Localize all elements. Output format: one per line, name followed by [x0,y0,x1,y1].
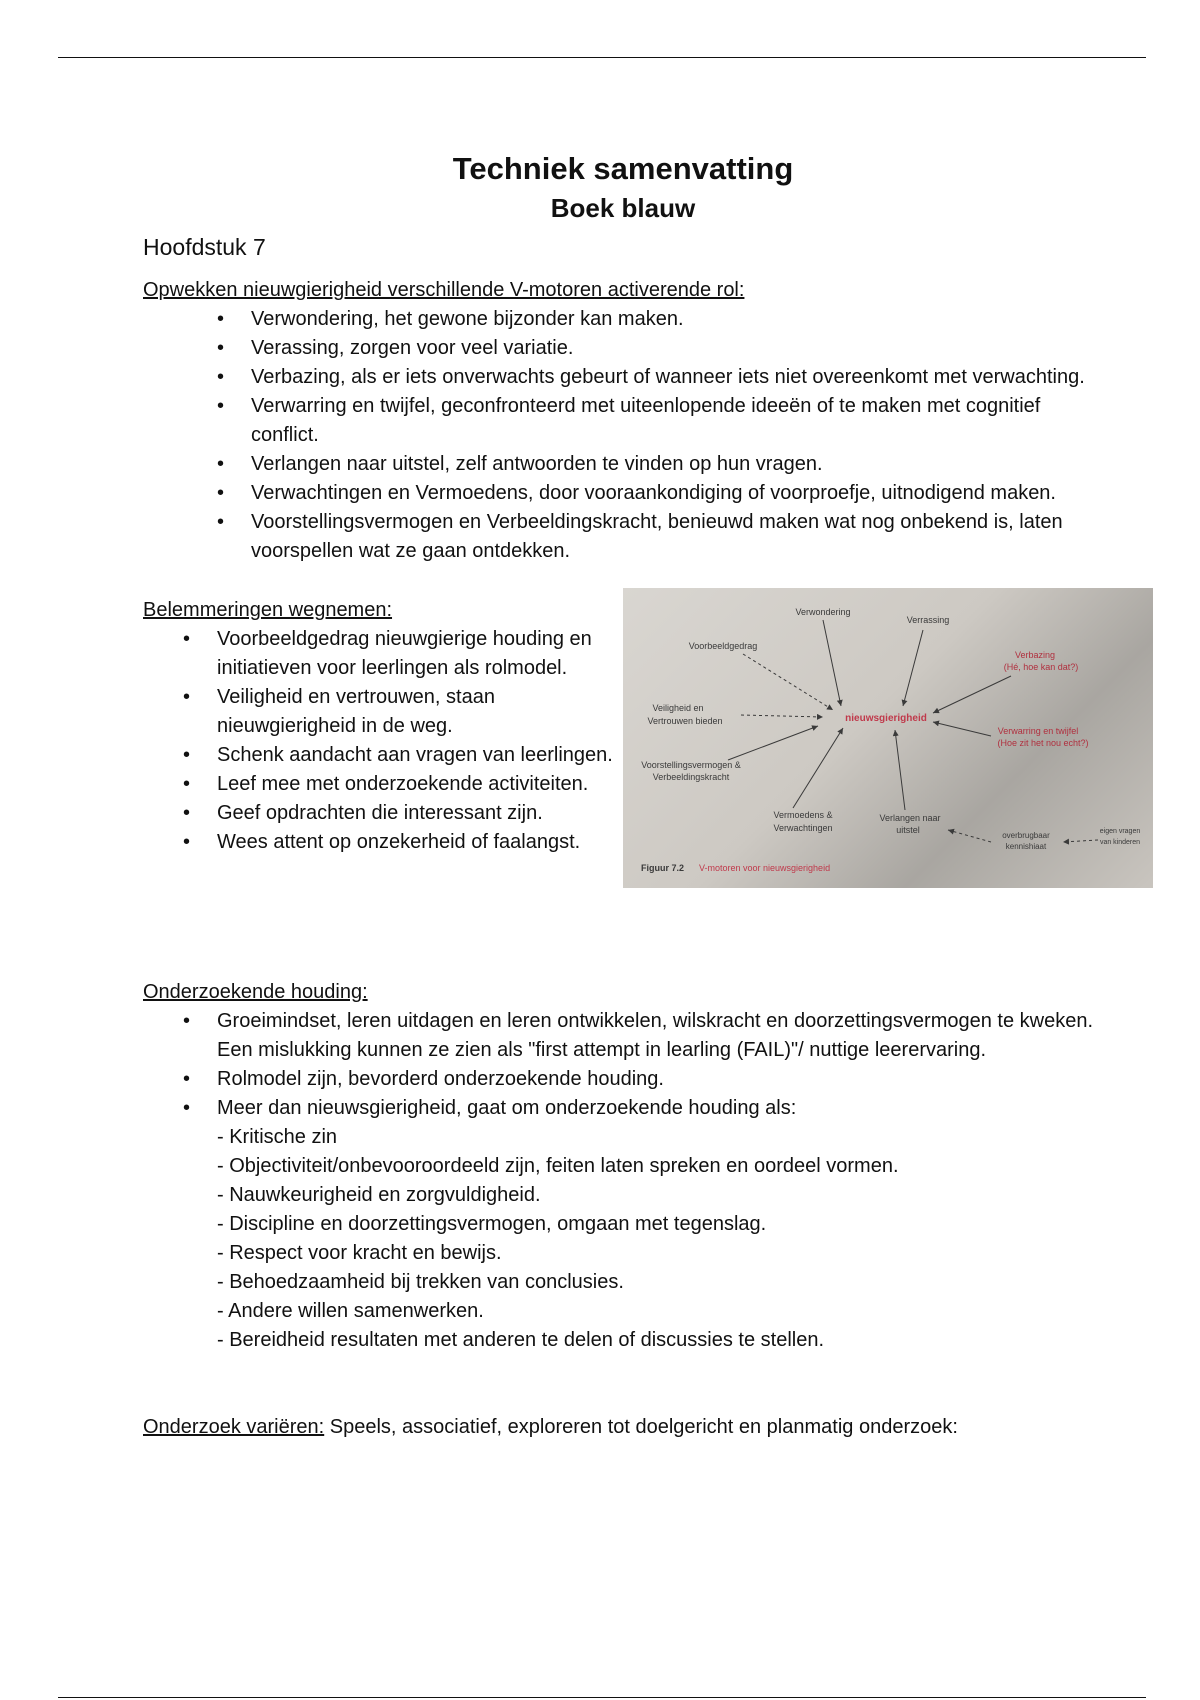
sub-item: - Andere willen samenwerken. [217,1300,484,1322]
list-item: • Verwachtingen en Vermoedens, door vooraankondiging of voorproefje, uitnodigend maken. [251,479,1103,508]
list-item: • Verwarring en twijfel, geconfronteerd met uiteenlopende ideeën of te maken met cognitief conflict. [251,392,1103,450]
v-motoren-list [251,305,1103,566]
v-motoren-diagram [623,588,1153,888]
document-title: Techniek samenvatting [452,151,794,186]
figure-caption-label: Figuur 7.2 [641,863,685,873]
node-verlangen-sub: uitstel [896,825,920,835]
sub-item: - Nauwkeurigheid en zorgvuldigheid. [217,1184,541,1206]
section-onderzoekende-houding [143,978,1103,1355]
sub-item: - Respect voor kracht en bewijs. [217,1242,502,1264]
houding-list [217,1007,1097,1355]
list-item: • Rolmodel zijn, bevorderd onderzoekende houding. [217,1065,1097,1094]
list-item: • Verbazing, als er iets onverwachts gebeurt of wanneer iets niet overeenkomt met verwachting. [251,363,1103,392]
node-voorbeeldgedrag: Voorbeeldgedrag [688,641,758,651]
list-item: • Voorstellingsvermogen en Verbeeldingskracht, benieuwd maken wat nog onbekend is, laten voorspellen wat ze gaan ontdekken. [251,508,1103,566]
sub-item: - Discipline en doorzettingsvermogen, omgaan met tegenslag. [217,1213,767,1235]
list-item-with-subitems [217,1094,1097,1355]
bottom-rule [58,1697,1146,1698]
document-subtitle: Boek blauw [550,193,696,223]
sub-item: - Objectiviteit/onbevooroordeeld zijn, feiten laten spreken en oordeel vormen. [217,1155,899,1177]
node-verwondering: Verwondering [795,607,851,617]
section-text: Speels, associatief, exploreren tot doelgericht en planmatig onderzoek: [324,1416,958,1438]
node-veiligheid-sub: Vertrouwen bieden [647,716,723,726]
node-voorstelling: Voorstellingsvermogen & [641,760,741,770]
document-body [143,148,1141,1442]
list-item: • Geef opdrachten die interessant zijn. [217,799,637,828]
node-overbrugbaar-sub: kennishiaat [1005,842,1047,851]
node-verbazing-sub: (Hé, hoe kan dat?) [1003,662,1079,672]
sub-item: - Kritische zin [217,1126,338,1148]
node-voorstelling-sub: Verbeeldingskracht [652,772,730,782]
list-item-text: Meer dan nieuwsgierigheid, gaat om onderzoekende houding als: [217,1097,797,1119]
list-item: • Verlangen naar uitstel, zelf antwoorden te vinden op hun vragen. [251,450,1103,479]
node-verlangen: Verlangen naar [879,813,941,823]
section-heading: Onderzoekende houding: [143,981,368,1003]
node-veiligheid: Veiligheid en [652,703,704,713]
section-heading: Onderzoek variëren: [143,1416,325,1438]
list-item: • Voorbeeldgedrag nieuwgierige houding en initiatieven voor leerlingen als rolmodel. [217,625,637,683]
node-verwarring-sub: (Hoe zit het nou echt?) [997,738,1089,748]
v-motoren-figure-photo [623,588,1153,888]
node-vermoedens-sub: Verwachtingen [773,823,833,833]
node-verrassing: Verrassing [906,615,950,625]
list-item: • Leef mee met onderzoekende activiteiten. [217,770,637,799]
node-overbrugbaar: overbrugbaar [1002,831,1050,840]
node-verbazing: Verbazing [1014,650,1056,660]
node-eigen-vragen: eigen vragen [1099,828,1141,835]
node-eigen-vragen-sub: van kinderen [1099,839,1141,846]
section-nieuwsgierigheid [143,276,1103,566]
sub-item: - Behoedzaamheid bij trekken van conclusies. [217,1271,624,1293]
figure-caption-text: V-motoren voor nieuwsgierigheid [699,863,831,873]
list-item: • Wees attent op onzekerheid of faalangst. [217,828,637,857]
sub-item: - Bereidheid resultaten met anderen te delen of discussies te stellen. [217,1329,825,1351]
section-heading: Opwekken nieuwgierigheid verschillende V-motoren activerende rol: [143,279,745,301]
section-onderzoek-varieren [143,1413,1103,1442]
list-item: • Groeimindset, leren uitdagen en leren ontwikkelen, wilskracht en doorzettingsvermogen te kweken. Een mislukking kunnen ze zien als "first attempt in learling (FAIL)"/ nuttige leerervaring. [217,1007,1097,1065]
belemmeringen-list [217,625,637,857]
node-nieuwsgierigheid: nieuwsgierigheid [845,713,927,724]
list-item: • Verwondering, het gewone bijzonder kan maken. [251,305,1103,334]
node-verwarring: Verwarring en twijfel [997,726,1079,736]
list-item: • Verassing, zorgen voor veel variatie. [251,334,1103,363]
top-rule [58,57,1146,58]
section-belemmeringen [143,596,1141,976]
node-vermoedens: Vermoedens & [773,810,833,820]
list-item: • Schenk aandacht aan vragen van leerlingen. [217,741,637,770]
section-heading: Belemmeringen wegnemen: [143,599,393,621]
list-item: • Veiligheid en vertrouwen, staan nieuwgierigheid in de weg. [217,683,637,741]
chapter-heading: Hoofdstuk 7 [143,234,266,260]
